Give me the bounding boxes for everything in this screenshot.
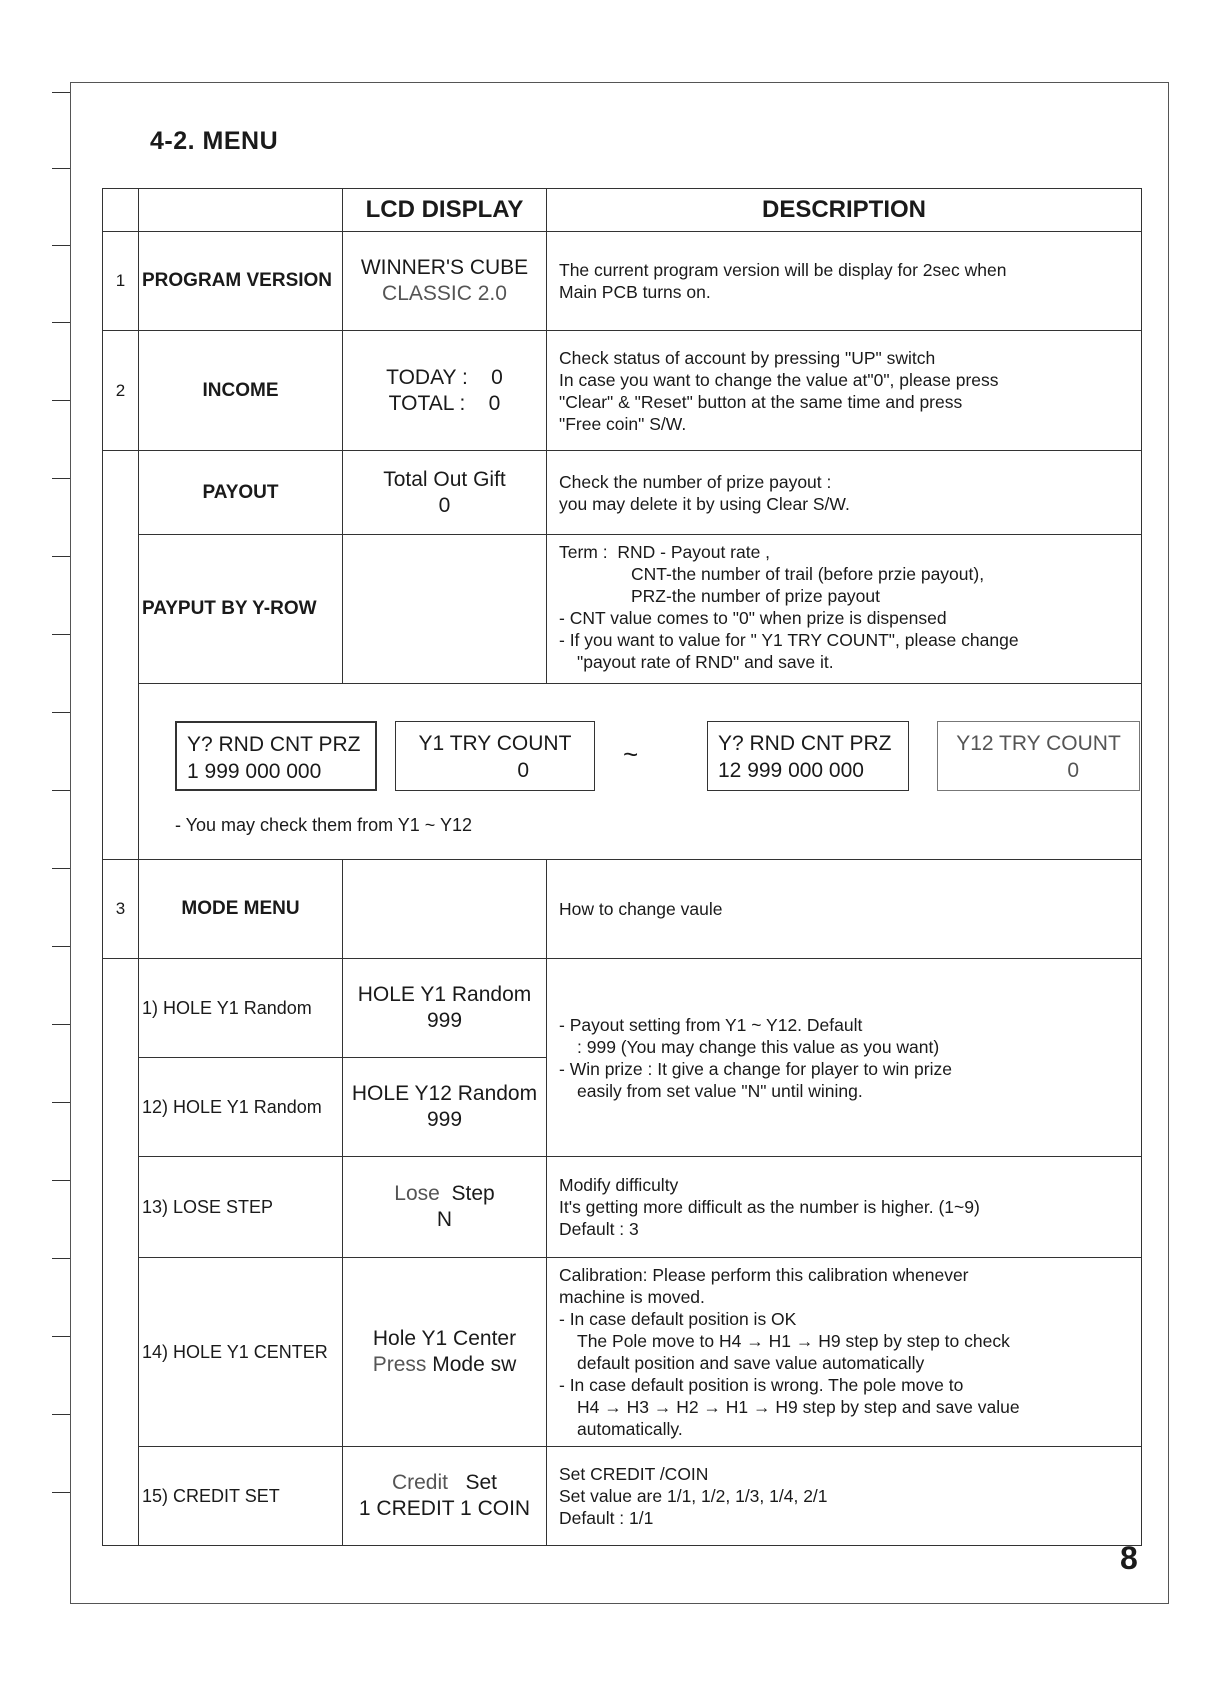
lcd-box-line: 0 bbox=[517, 758, 529, 782]
lcd-word: Lose bbox=[394, 1182, 440, 1205]
tilde-separator: ~ bbox=[623, 738, 639, 769]
desc-lose-step bbox=[547, 1157, 1142, 1258]
lcd-line: N bbox=[436, 1208, 453, 1231]
section-title: 4-2. MENU bbox=[150, 127, 279, 155]
lcd-line bbox=[343, 1181, 546, 1207]
row-lcd-examples bbox=[103, 684, 1142, 860]
desc-line: - In case default position is OK bbox=[559, 1309, 797, 1329]
lcd-line: Hole Y1 Center bbox=[372, 1327, 517, 1350]
lcd-payout bbox=[343, 451, 547, 535]
lcd-word: Mode sw bbox=[432, 1353, 517, 1376]
lcd-word: Credit bbox=[391, 1471, 448, 1494]
row-income bbox=[103, 331, 1142, 451]
header-blank bbox=[103, 189, 139, 232]
binder-mark bbox=[52, 1180, 70, 1181]
lcd-box-line: 1 999 000 000 bbox=[187, 759, 322, 783]
desc-line: "Free coin" S/W. bbox=[559, 413, 687, 434]
binder-mark bbox=[52, 1492, 70, 1493]
lcd-box-line: 0 bbox=[1067, 758, 1079, 782]
binder-mark bbox=[52, 634, 70, 635]
binder-mark bbox=[52, 868, 70, 869]
desc-income bbox=[547, 331, 1142, 451]
desc-line: Set value are 1/1, 1/2, 1/3, 1/4, 2/1 bbox=[559, 1486, 828, 1506]
lcd-line: CLASSIC 2.0 bbox=[382, 282, 507, 305]
lcd-line: HOLE Y1 Random bbox=[357, 983, 532, 1006]
total-label: TOTAL : bbox=[388, 391, 466, 415]
lcd-box-y1-try-count bbox=[395, 721, 595, 791]
lcd-examples-cell bbox=[139, 684, 1142, 860]
desc-line: The current program version will be display for 2sec when bbox=[559, 260, 1007, 280]
desc-line: - Payout setting from Y1 ~ Y12. Default bbox=[559, 1014, 863, 1035]
row-number: 1 bbox=[103, 232, 139, 331]
desc-line bbox=[559, 541, 1129, 563]
lcd-hole-y1-center bbox=[343, 1258, 547, 1447]
item-credit-set: 15) CREDIT SET bbox=[139, 1447, 343, 1546]
lcd-box-line: Y? RND CNT PRZ bbox=[718, 731, 892, 755]
lcd-box-y12-try-count bbox=[937, 721, 1140, 791]
row-hole-y1-center bbox=[103, 1258, 1142, 1447]
desc-line: machine is moved. bbox=[559, 1287, 705, 1307]
binder-mark bbox=[52, 556, 70, 557]
lcd-box-line: Y12 TRY COUNT bbox=[956, 731, 1121, 755]
desc-line: - CNT value comes to "0" when prize is dispensed bbox=[559, 608, 947, 628]
binder-mark bbox=[52, 245, 70, 246]
lcd-word: Press bbox=[372, 1353, 427, 1376]
desc-line: Modify difficulty bbox=[559, 1175, 679, 1195]
desc-line: "payout rate of RND" and save it. bbox=[577, 652, 834, 672]
lcd-word: Step bbox=[451, 1182, 495, 1205]
desc-hole-random bbox=[547, 959, 1142, 1157]
desc-line: Check the number of prize payout : bbox=[559, 471, 832, 492]
lcd-box-line: 12 999 000 000 bbox=[718, 758, 864, 782]
item-payout: PAYOUT bbox=[139, 451, 343, 535]
item-lose-step: 13) LOSE STEP bbox=[139, 1157, 343, 1258]
binder-mark bbox=[52, 400, 70, 401]
lcd-credit-set bbox=[343, 1447, 547, 1546]
binder-mark bbox=[52, 790, 70, 791]
desc-line: H4 → H3 → H2 → H1 → H9 step by step and save value bbox=[577, 1397, 1020, 1417]
total-value: 0 bbox=[488, 391, 501, 415]
desc-line: Check status of account by pressing "UP" switch bbox=[559, 347, 936, 368]
desc-line: default position and save value automatically bbox=[577, 1353, 925, 1373]
desc-line: In case you want to change the value at"0", please press bbox=[559, 369, 999, 390]
binder-mark bbox=[52, 1258, 70, 1259]
desc-line: Main PCB turns on. bbox=[559, 282, 711, 302]
y-range-note: - You may check them from Y1 ~ Y12 bbox=[175, 814, 472, 835]
lcd-line: Total Out Gift bbox=[383, 467, 506, 491]
desc-credit-set bbox=[547, 1447, 1142, 1546]
lcd-line: 1 CREDIT 1 COIN bbox=[358, 1497, 531, 1520]
lcd-line: HOLE Y12 Random bbox=[351, 1082, 538, 1105]
term-rnd: RND - Payout rate , bbox=[617, 542, 771, 562]
desc-line: It's getting more difficult as the number is higher. (1~9) bbox=[559, 1197, 980, 1217]
lcd-line: WINNER'S CUBE bbox=[360, 256, 529, 279]
lcd-payput-blank bbox=[343, 535, 547, 684]
header-description: DESCRIPTION bbox=[547, 189, 1142, 232]
page-number: 8 bbox=[1120, 1540, 1138, 1576]
lcd-line bbox=[343, 1352, 546, 1378]
desc-line: you may delete it by using Clear S/W. bbox=[559, 493, 850, 514]
row-number-blank bbox=[103, 959, 139, 1546]
lcd-box-line: Y? RND CNT PRZ bbox=[187, 732, 361, 756]
header-blank bbox=[139, 189, 343, 232]
desc-line: Calibration: Please perform this calibration whenever bbox=[559, 1265, 969, 1285]
binder-mark bbox=[52, 712, 70, 713]
row-credit-set bbox=[103, 1447, 1142, 1546]
lcd-line bbox=[343, 365, 546, 391]
desc-program-version bbox=[547, 232, 1142, 331]
desc-line: - Win prize : It give a change for player to win prize bbox=[559, 1058, 952, 1079]
row-mode-menu bbox=[103, 860, 1142, 959]
lcd-box-y1-stats bbox=[175, 721, 377, 791]
row-number: 2 bbox=[103, 331, 139, 451]
row-payput-by-y-row bbox=[103, 535, 1142, 684]
desc-line: PRZ-the number of prize payout bbox=[631, 586, 881, 606]
term-label: Term : bbox=[559, 542, 608, 562]
item-program-version: PROGRAM VERSION bbox=[139, 232, 343, 331]
lcd-word: Set bbox=[465, 1471, 498, 1494]
lcd-box-y12-stats bbox=[707, 721, 909, 791]
item-hole-y1-center: 14) HOLE Y1 CENTER bbox=[139, 1258, 343, 1447]
desc-line: - In case default position is wrong. The pole move to bbox=[559, 1375, 964, 1395]
lcd-line: 999 bbox=[426, 1009, 463, 1032]
binder-mark bbox=[52, 1414, 70, 1415]
binder-mark bbox=[52, 1336, 70, 1337]
lcd-income bbox=[343, 331, 547, 451]
item-mode-menu: MODE MENU bbox=[139, 860, 343, 959]
lcd-line: 999 bbox=[426, 1108, 463, 1131]
lcd-box-line: Y1 TRY COUNT bbox=[418, 731, 572, 755]
desc-line: automatically. bbox=[577, 1419, 683, 1439]
row-number: 3 bbox=[103, 860, 139, 959]
table-header-row bbox=[103, 189, 1142, 232]
row-payout bbox=[103, 451, 1142, 535]
item-hole-y12-random: 12) HOLE Y1 Random bbox=[139, 1058, 343, 1157]
desc-line: CNT-the number of trail (before przie payout), bbox=[631, 564, 985, 584]
today-value: 0 bbox=[491, 365, 503, 389]
lcd-program-version bbox=[343, 232, 547, 331]
desc-line: Default : 1/1 bbox=[559, 1508, 654, 1528]
desc-line: "Clear" & "Reset" button at the same time and press bbox=[559, 391, 963, 412]
item-income: INCOME bbox=[139, 331, 343, 451]
row-program-version bbox=[103, 232, 1142, 331]
header-lcd-display: LCD DISPLAY bbox=[343, 189, 547, 232]
binder-mark bbox=[52, 946, 70, 947]
lcd-line bbox=[343, 1470, 546, 1496]
binder-mark bbox=[52, 92, 70, 93]
row-lose-step bbox=[103, 1157, 1142, 1258]
desc-line: - If you want to value for " Y1 TRY COUNT", please change bbox=[559, 630, 1019, 650]
lcd-hole-y12-random bbox=[343, 1058, 547, 1157]
desc-line: Default : 3 bbox=[559, 1219, 639, 1239]
today-label: TODAY : bbox=[386, 365, 468, 389]
desc-hole-y1-center bbox=[547, 1258, 1142, 1447]
row-number-blank bbox=[103, 451, 139, 860]
row-hole-y1-random bbox=[103, 959, 1142, 1058]
binder-mark bbox=[52, 168, 70, 169]
binder-mark bbox=[52, 1102, 70, 1103]
desc-line: : 999 (You may change this value as you want) bbox=[577, 1036, 940, 1057]
menu-table bbox=[102, 188, 1142, 1546]
binder-mark bbox=[52, 478, 70, 479]
binder-mark bbox=[52, 1024, 70, 1025]
lcd-line bbox=[343, 391, 546, 417]
lcd-line: 0 bbox=[438, 493, 451, 517]
lcd-example-area bbox=[139, 687, 1141, 857]
item-payput-by-y-row: PAYPUT BY Y-ROW bbox=[139, 535, 343, 684]
lcd-hole-y1-random bbox=[343, 959, 547, 1058]
lcd-lose-step bbox=[343, 1157, 547, 1258]
item-hole-y1-random: 1) HOLE Y1 Random bbox=[139, 959, 343, 1058]
desc-payout bbox=[547, 451, 1142, 535]
desc-line: easily from set value "N" until wining. bbox=[577, 1080, 863, 1101]
desc-mode-menu: How to change vaule bbox=[547, 860, 1142, 959]
lcd-mode-menu-blank bbox=[343, 860, 547, 959]
desc-line: The Pole move to H4 → H1 → H9 step by step to check bbox=[577, 1331, 1010, 1351]
desc-payput-by-y-row bbox=[547, 535, 1142, 684]
binder-mark bbox=[52, 322, 70, 323]
desc-line: Set CREDIT /COIN bbox=[559, 1464, 709, 1484]
